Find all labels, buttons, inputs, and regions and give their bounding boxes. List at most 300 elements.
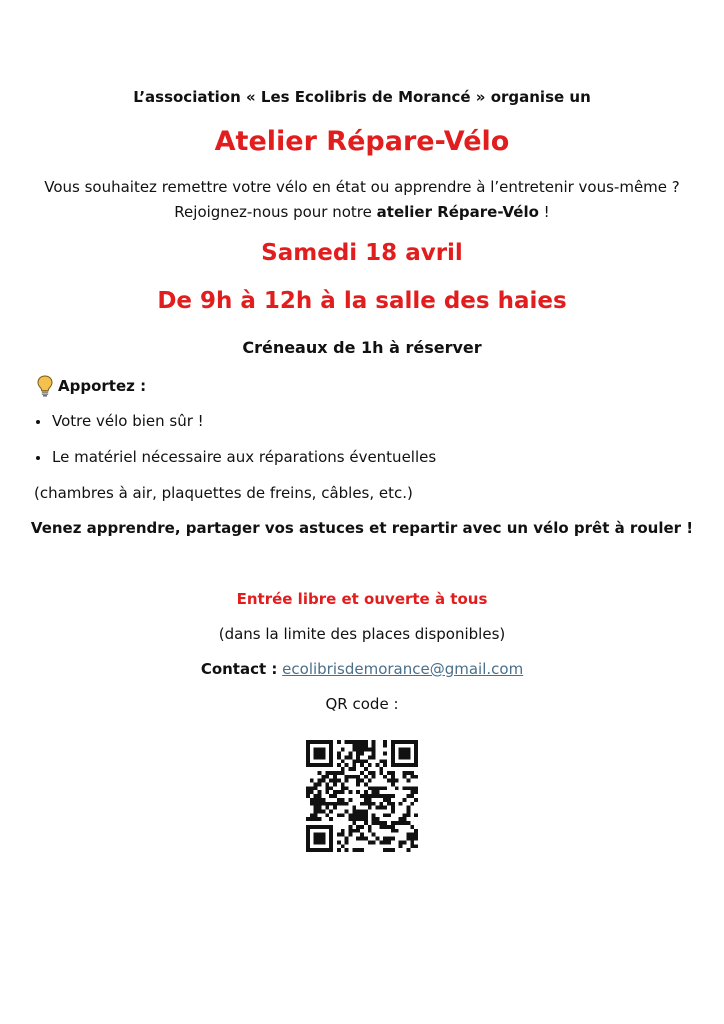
qr-module bbox=[318, 794, 322, 798]
qr-module bbox=[403, 740, 407, 744]
qr-module bbox=[314, 840, 318, 844]
qr-module bbox=[356, 817, 360, 821]
qr-module bbox=[414, 786, 418, 790]
qr-module bbox=[383, 786, 387, 790]
qr-module bbox=[383, 744, 387, 748]
qr-module bbox=[410, 794, 414, 798]
qr-module bbox=[314, 740, 318, 744]
qr-module bbox=[306, 817, 310, 821]
qr-module bbox=[383, 848, 387, 852]
qr-module bbox=[395, 786, 399, 790]
qr-module bbox=[360, 833, 364, 837]
qr-module bbox=[321, 810, 325, 814]
qr-module bbox=[406, 837, 410, 841]
qr-module bbox=[403, 755, 407, 759]
qr-module bbox=[348, 767, 352, 771]
qr-module bbox=[364, 790, 368, 794]
qr-module bbox=[403, 840, 407, 844]
qr-module bbox=[306, 759, 310, 763]
qr-module bbox=[337, 779, 341, 783]
qr-module bbox=[310, 786, 314, 790]
qr-module bbox=[352, 763, 356, 767]
qr-module bbox=[314, 755, 318, 759]
qr-module bbox=[387, 825, 391, 829]
qr-module bbox=[329, 802, 333, 806]
entry-note: Entrée libre et ouverte à tous bbox=[236, 590, 488, 608]
qr-module bbox=[329, 748, 333, 752]
list-item bbox=[36, 448, 436, 484]
qr-module bbox=[372, 840, 376, 844]
qr-module bbox=[387, 771, 391, 775]
qr-module bbox=[391, 779, 395, 783]
qr-module bbox=[372, 740, 376, 744]
qr-module bbox=[325, 763, 329, 767]
qr-module bbox=[333, 782, 337, 786]
qr-module bbox=[325, 782, 329, 786]
qr-module bbox=[360, 779, 364, 783]
qr-module bbox=[345, 810, 349, 814]
qr-module bbox=[383, 775, 387, 779]
qr-module bbox=[348, 813, 352, 817]
qr-module bbox=[314, 763, 318, 767]
qr-module bbox=[364, 810, 368, 814]
qr-module bbox=[352, 810, 356, 814]
qr-module bbox=[345, 786, 349, 790]
qr-module bbox=[329, 744, 333, 748]
qr-module bbox=[391, 802, 395, 806]
qr-module bbox=[383, 794, 387, 798]
qr-module bbox=[410, 790, 414, 794]
qr-module bbox=[310, 779, 314, 783]
qr-module bbox=[314, 825, 318, 829]
qr-module bbox=[406, 833, 410, 837]
qr-module bbox=[383, 825, 387, 829]
qr-module bbox=[325, 848, 329, 852]
qr-module bbox=[352, 740, 356, 744]
qr-module bbox=[383, 752, 387, 756]
qr-module bbox=[403, 752, 407, 756]
qr-module bbox=[410, 844, 414, 848]
qr-module bbox=[399, 763, 403, 767]
qr-module bbox=[368, 748, 372, 752]
qr-module bbox=[364, 794, 368, 798]
qr-module bbox=[356, 790, 360, 794]
qr-code bbox=[306, 740, 418, 852]
qr-module bbox=[341, 802, 345, 806]
qr-module bbox=[345, 763, 349, 767]
qr-module bbox=[345, 802, 349, 806]
qr-module bbox=[345, 840, 349, 844]
qr-module bbox=[329, 825, 333, 829]
qr-module bbox=[329, 837, 333, 841]
qr-module bbox=[318, 782, 322, 786]
qr-module bbox=[372, 802, 376, 806]
list-item-label: Votre vélo bien sûr ! bbox=[52, 412, 204, 430]
qr-module bbox=[329, 817, 333, 821]
qr-module bbox=[376, 763, 380, 767]
bring-heading-label: Apportez : bbox=[58, 377, 147, 395]
qr-module bbox=[376, 817, 380, 821]
qr-module bbox=[414, 755, 418, 759]
qr-module bbox=[321, 802, 325, 806]
qr-module bbox=[360, 771, 364, 775]
qr-module bbox=[306, 833, 310, 837]
qr-module bbox=[318, 790, 322, 794]
qr-module bbox=[383, 763, 387, 767]
qr-module bbox=[364, 782, 368, 786]
qr-module bbox=[368, 840, 372, 844]
qr-module bbox=[364, 802, 368, 806]
qr-module bbox=[333, 779, 337, 783]
qr-module bbox=[364, 748, 368, 752]
qr-module bbox=[306, 848, 310, 852]
qr-module bbox=[348, 798, 352, 802]
bring-note: (chambres à air, plaquettes de freins, câbles, etc.) bbox=[34, 484, 413, 502]
qr-module bbox=[348, 829, 352, 833]
qr-module bbox=[379, 767, 383, 771]
qr-module bbox=[414, 813, 418, 817]
qr-module bbox=[306, 752, 310, 756]
qr-module bbox=[399, 817, 403, 821]
qr-module bbox=[352, 829, 356, 833]
qr-module bbox=[341, 833, 345, 837]
qr-module bbox=[383, 806, 387, 810]
qr-module bbox=[348, 752, 352, 756]
qr-module bbox=[337, 848, 341, 852]
qr-module bbox=[368, 798, 372, 802]
qr-module bbox=[333, 771, 337, 775]
qr-module bbox=[314, 817, 318, 821]
qr-module bbox=[414, 790, 418, 794]
lead-line-1: Vous souhaitez remettre votre vélo en état ou apprendre à l’entretenir vous-même ? bbox=[44, 178, 680, 196]
qr-module bbox=[329, 759, 333, 763]
qr-module bbox=[310, 848, 314, 852]
qr-module bbox=[306, 744, 310, 748]
qr-module bbox=[403, 775, 407, 779]
qr-module bbox=[414, 829, 418, 833]
qr-module bbox=[360, 813, 364, 817]
qr-module bbox=[360, 744, 364, 748]
qr-module bbox=[372, 813, 376, 817]
qr-module bbox=[387, 848, 391, 852]
qr-module bbox=[414, 844, 418, 848]
qr-module bbox=[325, 790, 329, 794]
qr-module bbox=[414, 763, 418, 767]
qr-module bbox=[387, 840, 391, 844]
limit-note: (dans la limite des places disponibles) bbox=[218, 625, 506, 643]
qr-module bbox=[395, 779, 399, 783]
qr-module bbox=[360, 752, 364, 756]
qr-module bbox=[410, 771, 414, 775]
qr-module bbox=[306, 740, 310, 744]
qr-module bbox=[314, 837, 318, 841]
qr-module bbox=[352, 759, 356, 763]
qr-module bbox=[391, 806, 395, 810]
qr-module bbox=[348, 740, 352, 744]
qr-module bbox=[314, 794, 318, 798]
qr-module bbox=[410, 840, 414, 844]
qr-module bbox=[325, 802, 329, 806]
qr-module bbox=[364, 744, 368, 748]
qr-module bbox=[391, 744, 395, 748]
qr-module bbox=[341, 798, 345, 802]
qr-module bbox=[356, 775, 360, 779]
qr-module bbox=[321, 752, 325, 756]
qr-module bbox=[414, 748, 418, 752]
qr-module bbox=[406, 794, 410, 798]
qr-module bbox=[318, 752, 322, 756]
qr-module bbox=[406, 755, 410, 759]
qr-module bbox=[406, 806, 410, 810]
qr-module bbox=[310, 740, 314, 744]
qr-module bbox=[333, 794, 337, 798]
qr-module bbox=[356, 829, 360, 833]
qr-module bbox=[364, 775, 368, 779]
qr-module bbox=[352, 748, 356, 752]
lead-line-2-suffix: ! bbox=[538, 203, 550, 221]
qr-label: QR code : bbox=[325, 695, 399, 713]
bullet-dot bbox=[36, 456, 40, 460]
qr-module bbox=[356, 782, 360, 786]
qr-module bbox=[379, 794, 383, 798]
qr-module bbox=[399, 748, 403, 752]
qr-module bbox=[379, 802, 383, 806]
call-to-action: Venez apprendre, partager vos astuces et repartir avec un vélo prêt à rouler ! bbox=[30, 519, 694, 537]
qr-module bbox=[306, 840, 310, 844]
qr-module bbox=[399, 840, 403, 844]
qr-module bbox=[379, 840, 383, 844]
qr-module bbox=[414, 837, 418, 841]
qr-module bbox=[310, 790, 314, 794]
qr-module bbox=[368, 829, 372, 833]
qr-module bbox=[314, 752, 318, 756]
qr-module bbox=[368, 786, 372, 790]
qr-module bbox=[356, 837, 360, 841]
qr-module bbox=[403, 817, 407, 821]
qr-module bbox=[391, 848, 395, 852]
qr-module bbox=[341, 771, 345, 775]
qr-module bbox=[387, 813, 391, 817]
qr-module bbox=[391, 740, 395, 744]
qr-module bbox=[372, 775, 376, 779]
qr-module bbox=[318, 806, 322, 810]
qr-module bbox=[321, 798, 325, 802]
qr-module bbox=[399, 844, 403, 848]
qr-module bbox=[348, 775, 352, 779]
qr-module bbox=[356, 759, 360, 763]
qr-module bbox=[387, 837, 391, 841]
qr-module bbox=[321, 833, 325, 837]
qr-module bbox=[348, 825, 352, 829]
qr-module bbox=[368, 825, 372, 829]
qr-module bbox=[333, 790, 337, 794]
qr-module bbox=[314, 782, 318, 786]
qr-module bbox=[318, 833, 322, 837]
qr-module bbox=[341, 786, 345, 790]
qr-module bbox=[399, 752, 403, 756]
qr-module bbox=[414, 752, 418, 756]
qr-module bbox=[376, 794, 380, 798]
qr-module bbox=[410, 740, 414, 744]
qr-module bbox=[345, 848, 349, 852]
qr-module bbox=[383, 813, 387, 817]
qr-module bbox=[391, 755, 395, 759]
qr-module bbox=[391, 775, 395, 779]
qr-module bbox=[321, 740, 325, 744]
qr-module bbox=[372, 771, 376, 775]
qr-module bbox=[352, 775, 356, 779]
qr-module bbox=[325, 740, 329, 744]
qr-module bbox=[348, 817, 352, 821]
qr-module bbox=[314, 833, 318, 837]
qr-module bbox=[314, 848, 318, 852]
qr-module bbox=[352, 821, 356, 825]
qr-module bbox=[337, 840, 341, 844]
qr-module bbox=[318, 810, 322, 814]
qr-module bbox=[410, 763, 414, 767]
qr-module bbox=[410, 802, 414, 806]
qr-module bbox=[314, 810, 318, 814]
list-item bbox=[36, 412, 436, 448]
qr-module bbox=[318, 825, 322, 829]
qr-module bbox=[306, 763, 310, 767]
qr-module bbox=[403, 798, 407, 802]
qr-module bbox=[356, 748, 360, 752]
qr-module bbox=[318, 802, 322, 806]
qr-module bbox=[314, 806, 318, 810]
qr-module bbox=[329, 844, 333, 848]
qr-module bbox=[329, 833, 333, 837]
qr-module bbox=[341, 748, 345, 752]
qr-module bbox=[337, 740, 341, 744]
qr-module bbox=[414, 740, 418, 744]
qr-module bbox=[329, 786, 333, 790]
qr-module bbox=[345, 775, 349, 779]
qr-module bbox=[372, 748, 376, 752]
qr-module bbox=[376, 786, 380, 790]
qr-module bbox=[410, 837, 414, 841]
qr-module bbox=[314, 798, 318, 802]
qr-module bbox=[364, 759, 368, 763]
qr-module bbox=[318, 798, 322, 802]
qr-module bbox=[360, 748, 364, 752]
qr-module bbox=[321, 755, 325, 759]
qr-module bbox=[399, 755, 403, 759]
qr-module bbox=[329, 779, 333, 783]
qr-module bbox=[368, 771, 372, 775]
qr-module bbox=[387, 798, 391, 802]
qr-module bbox=[314, 802, 318, 806]
qr-module bbox=[395, 821, 399, 825]
qr-module bbox=[383, 840, 387, 844]
qr-module bbox=[321, 837, 325, 841]
qr-module bbox=[383, 837, 387, 841]
qr-module bbox=[325, 771, 329, 775]
qr-module bbox=[318, 837, 322, 841]
qr-module bbox=[406, 813, 410, 817]
qr-module bbox=[406, 821, 410, 825]
qr-module bbox=[391, 763, 395, 767]
qr-module bbox=[391, 752, 395, 756]
qr-module bbox=[391, 837, 395, 841]
qr-module bbox=[368, 806, 372, 810]
qr-module bbox=[318, 740, 322, 744]
qr-module bbox=[329, 771, 333, 775]
qr-module bbox=[310, 813, 314, 817]
qr-module bbox=[321, 763, 325, 767]
qr-module bbox=[364, 821, 368, 825]
qr-module bbox=[329, 848, 333, 852]
event-date: Samedi 18 avril bbox=[261, 240, 463, 266]
qr-module bbox=[391, 810, 395, 814]
qr-module bbox=[337, 798, 341, 802]
qr-module bbox=[329, 794, 333, 798]
qr-module bbox=[399, 821, 403, 825]
qr-module bbox=[391, 794, 395, 798]
qr-module bbox=[321, 779, 325, 783]
qr-module bbox=[356, 825, 360, 829]
qr-module bbox=[321, 748, 325, 752]
qr-module bbox=[403, 786, 407, 790]
qr-module bbox=[341, 767, 345, 771]
qr-module bbox=[360, 837, 364, 841]
slots-note: Créneaux de 1h à réserver bbox=[242, 338, 482, 357]
qr-module bbox=[318, 755, 322, 759]
qr-module bbox=[321, 848, 325, 852]
qr-module bbox=[325, 806, 329, 810]
qr-module bbox=[341, 790, 345, 794]
intro-line: L’association « Les Ecolibris de Morancé » organise un bbox=[133, 88, 591, 106]
qr-module bbox=[368, 763, 372, 767]
qr-module bbox=[337, 833, 341, 837]
qr-module bbox=[360, 825, 364, 829]
qr-module bbox=[406, 786, 410, 790]
qr-module bbox=[348, 755, 352, 759]
qr-module bbox=[368, 755, 372, 759]
qr-module bbox=[391, 821, 395, 825]
qr-module bbox=[360, 848, 364, 852]
qr-module bbox=[414, 744, 418, 748]
qr-module bbox=[356, 740, 360, 744]
contact-email-link[interactable]: ecolibrisdemorance@gmail.com bbox=[282, 660, 524, 678]
qr-module bbox=[341, 782, 345, 786]
qr-module bbox=[352, 767, 356, 771]
qr-module bbox=[325, 825, 329, 829]
qr-module bbox=[325, 786, 329, 790]
qr-module bbox=[356, 744, 360, 748]
qr-module bbox=[325, 813, 329, 817]
qr-module bbox=[329, 740, 333, 744]
qr-module bbox=[364, 817, 368, 821]
qr-module bbox=[383, 798, 387, 802]
qr-module bbox=[391, 825, 395, 829]
qr-module bbox=[364, 798, 368, 802]
qr-module bbox=[356, 848, 360, 852]
qr-module bbox=[387, 779, 391, 783]
qr-module bbox=[341, 844, 345, 848]
qr-module bbox=[379, 771, 383, 775]
qr-module bbox=[337, 802, 341, 806]
qr-module bbox=[372, 744, 376, 748]
light-bulb-icon bbox=[36, 375, 54, 397]
qr-module bbox=[318, 779, 322, 783]
qr-module bbox=[391, 748, 395, 752]
qr-module bbox=[406, 771, 410, 775]
qr-module bbox=[391, 782, 395, 786]
qr-module bbox=[372, 755, 376, 759]
qr-module bbox=[403, 763, 407, 767]
qr-module bbox=[372, 817, 376, 821]
